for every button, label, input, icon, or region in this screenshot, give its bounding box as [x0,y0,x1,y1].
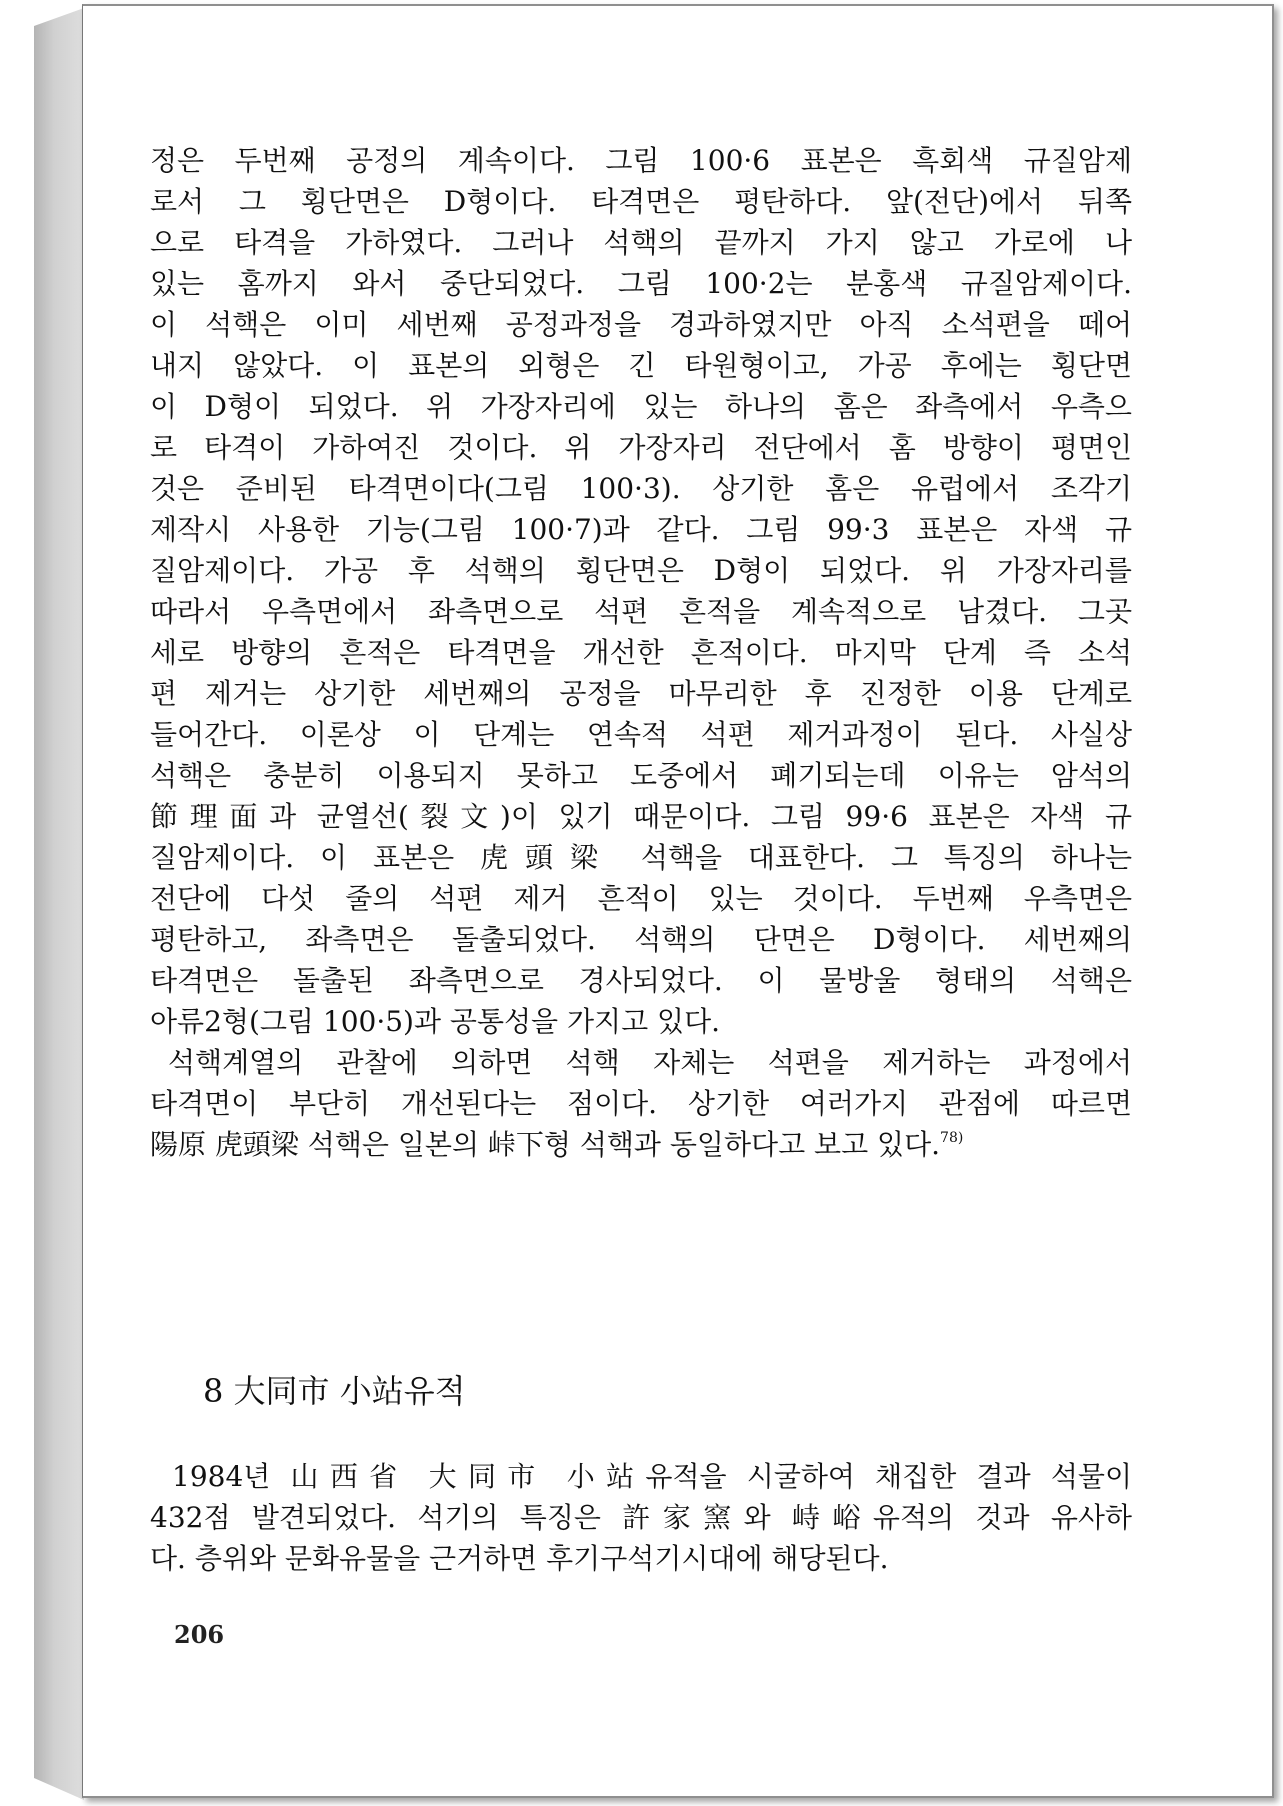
text-line: 내지 않았다. 이 표본의 외형은 긴 타원형이고, 가공 후에는 횡단면 [150,349,1132,382]
section-heading: 8 大同市 小站유적 [203,1372,466,1410]
page-number: 206 [174,1620,225,1649]
text-line: 陽原 虎頭梁 석핵은 일본의 峠下형 석핵과 동일하다고 보고 있다. [150,1128,941,1161]
text-line: 있는 홈까지 와서 중단되었다. 그림 100·2는 분홍색 규질암제이다. [150,267,1132,300]
footnote-marker: 78) [940,1130,964,1146]
text-line: 로 타격이 가하여진 것이다. 위 가장자리 전단에서 홈 방향이 평면인 [150,431,1132,464]
text-line: 아류2형(그림 100·5)과 공통성을 가지고 있다. [150,1005,721,1038]
text-line: 것은 준비된 타격면이다(그림 100·3). 상기한 홈은 유럽에서 조각기 [150,472,1132,505]
text-line: 편 제거는 상기한 세번째의 공정을 마무리한 후 진정한 이용 단계로 [150,677,1132,710]
text-line: 節理面과 균열선(裂文)이 있기 때문이다. 그림 99·6 표본은 자색 규 [150,800,1132,833]
main-paragraph [150,140,1132,1165]
text-line: 1984년 山西省 大同市 小站유적을 시굴하여 채집한 결과 석물이 [172,1460,1132,1493]
text-line: 으로 타격을 가하였다. 그러나 석핵의 끝까지 가지 않고 가로에 나 [150,226,1132,259]
text-line: 전단에 다섯 줄의 석편 제거 흔적이 있는 것이다. 두번째 우측면은 [150,882,1132,915]
book-spine [34,8,84,1800]
text-line: 정은 두번째 공정의 계속이다. 그림 100·6 표본은 흑회색 규질암제 [150,144,1132,177]
text-line: 질암제이다. 이 표본은 虎頭梁 석핵을 대표한다. 그 특징의 하나는 [150,841,1132,874]
text-line: 평탄하고, 좌측면은 돌출되었다. 석핵의 단면은 D형이다. 세번째의 [150,923,1132,956]
text-line: 다. 층위와 문화유물을 근거하면 후기구석기시대에 해당된다. [150,1542,889,1575]
text-line: 질암제이다. 가공 후 석핵의 횡단면은 D형이 되었다. 위 가장자리를 [150,554,1132,587]
text-line: 세로 방향의 흔적은 타격면을 개선한 흔적이다. 마지막 단계 즉 소석 [150,636,1132,669]
text-line: 석핵은 충분히 이용되지 못하고 도중에서 폐기되는데 이유는 암석의 [150,759,1132,792]
text-line: 타격면은 돌출된 좌측면으로 경사되었다. 이 물방울 형태의 석핵은 [150,964,1132,997]
text-line: 이 석핵은 이미 세번째 공정과정을 경과하였지만 아직 소석편을 떼어 [150,308,1132,341]
text-line: 석핵계열의 관찰에 의하면 석핵 자체는 석편을 제거하는 과정에서 [168,1046,1132,1079]
text-line: 들어간다. 이론상 이 단계는 연속적 석편 제거과정이 된다. 사실상 [150,718,1132,751]
text-line: 제작시 사용한 기능(그림 100·7)과 같다. 그림 99·3 표본은 자색 규 [150,513,1132,546]
text-line: 432점 발견되었다. 석기의 특징은 許家窯와 峙峪유적의 것과 유사하 [150,1501,1132,1534]
text-line-with-footnote [150,1124,1132,1165]
section-paragraph [150,1456,1132,1579]
text-line: 이 D형이 되었다. 위 가장자리에 있는 하나의 홈은 좌측에서 우측으 [150,390,1132,423]
text-line: 로서 그 횡단면은 D형이다. 타격면은 평탄하다. 앞(전단)에서 뒤쪽 [150,185,1132,218]
text-line: 타격면이 부단히 개선된다는 점이다. 상기한 여러가지 관점에 따르면 [150,1087,1132,1120]
text-line: 따라서 우측면에서 좌측면으로 석편 흔적을 계속적으로 남겼다. 그곳 [150,595,1132,628]
